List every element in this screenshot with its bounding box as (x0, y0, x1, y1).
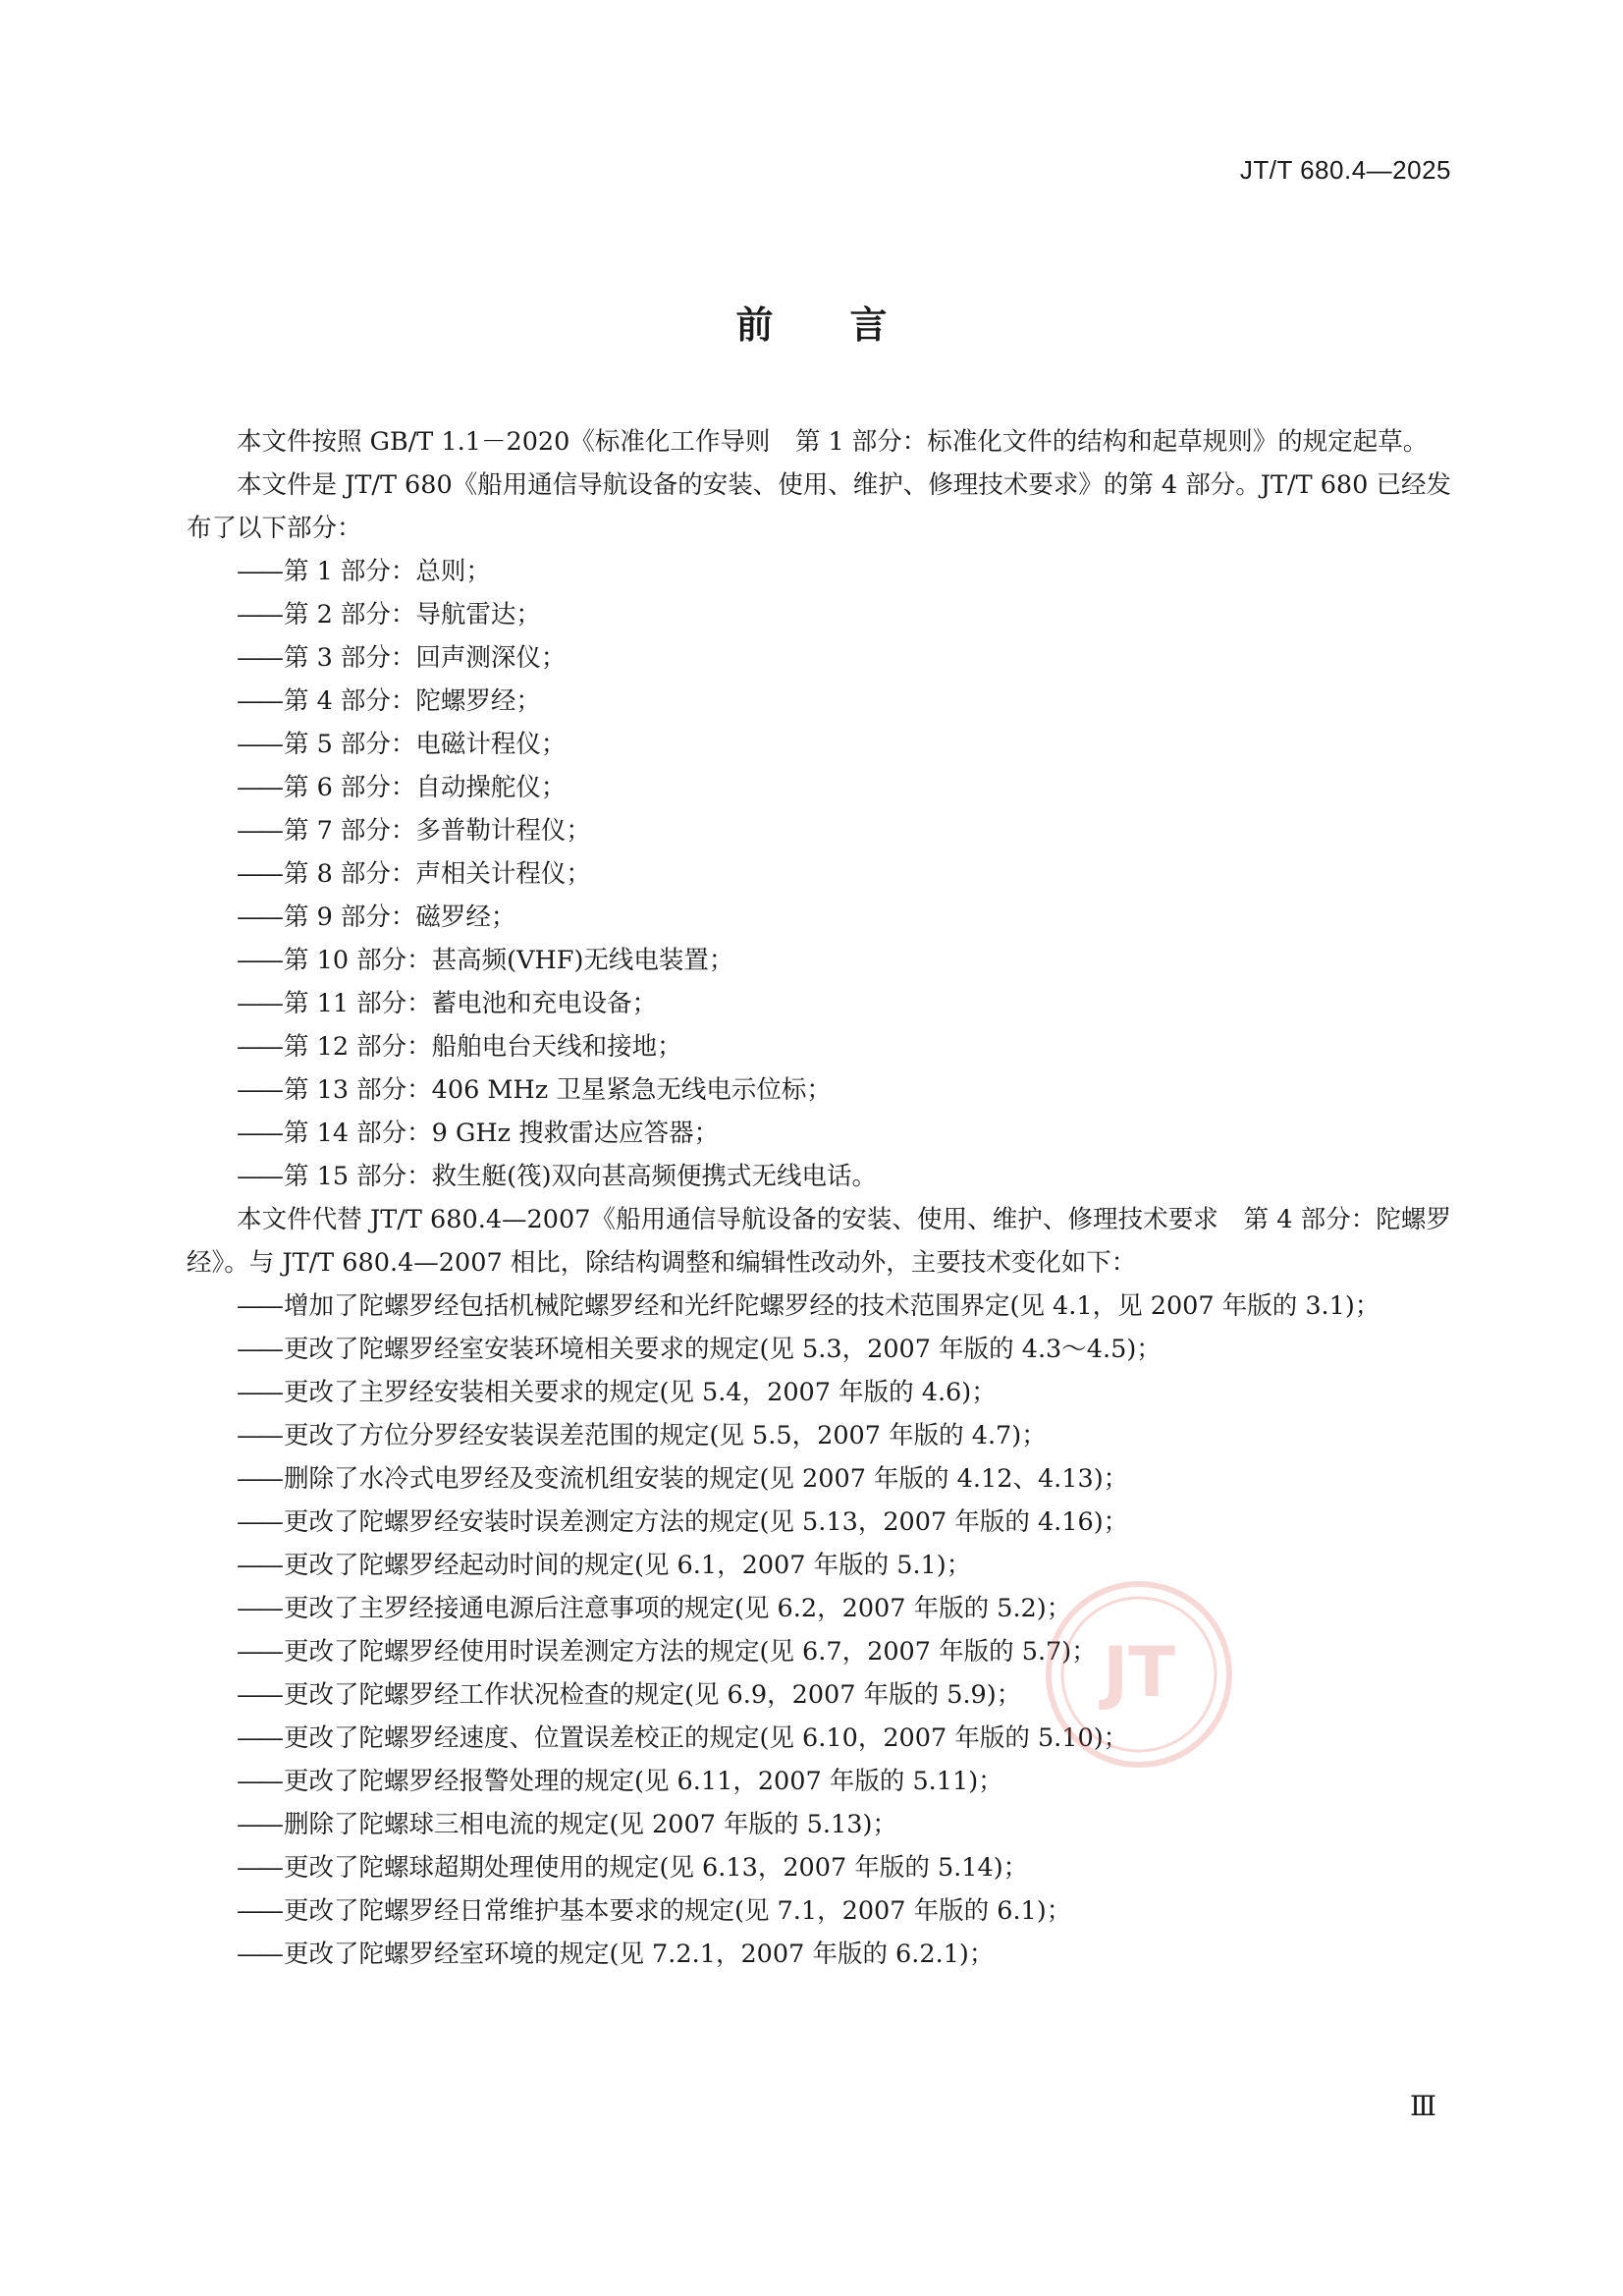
part-item (187, 896, 1451, 939)
document-code: JT/T 680.4—2025 (1239, 155, 1451, 185)
part-item-text: 第 3 部分：回声测深仪； (284, 643, 567, 673)
change-item (187, 1457, 1451, 1501)
list-dash: —— (237, 1637, 281, 1667)
change-item-text: 删除了水冷式电罗经及变流机组安装的规定(见 2007 年版的 4.12、4.13)； (284, 1464, 1129, 1494)
parts-paragraph: 本文件是 JT/T 680《船用通信导航设备的安装、使用、维护、修理技术要求》的第 4 部分。JT/T 680 已经发布了以下部分： (187, 470, 1451, 543)
part-item-text: 第 15 部分：救生艇(筏)双向甚高频便携式无线电话。 (284, 1162, 878, 1191)
list-dash: —— (237, 1594, 281, 1623)
list-dash: —— (237, 989, 281, 1018)
change-item (187, 1803, 1451, 1846)
part-item-text: 第 1 部分：总则； (284, 557, 491, 586)
part-item (187, 680, 1451, 723)
change-item-text: 更改了陀螺罗经起动时间的规定(见 6.1，2007 年版的 5.1)； (284, 1551, 972, 1580)
change-item-text: 更改了主罗经接通电源后注意事项的规定(见 6.2，2007 年版的 5.2)； (284, 1594, 1072, 1623)
list-dash: —— (237, 1291, 281, 1321)
change-item (187, 1544, 1451, 1587)
change-item-text: 增加了陀螺罗经包括机械陀螺罗经和光纤陀螺罗经的技术范围界定(见 4.1，见 2007 年版的 3.1)； (284, 1291, 1380, 1321)
intro-paragraph: 本文件按照 GB/T 1.1－2020《标准化工作导则 第 1 部分：标准化文件的结构和起草规则》的规定起草。 (237, 427, 1429, 457)
list-dash: —— (237, 1723, 281, 1753)
list-dash: —— (237, 1032, 281, 1062)
page-number: Ⅲ (1409, 2090, 1436, 2122)
part-item-text: 第 4 部分：陀螺罗经； (284, 686, 541, 716)
part-item (187, 1155, 1451, 1198)
change-item-text: 更改了陀螺罗经室安装环境相关要求的规定(见 5.3，2007 年版的 4.3～4.5)； (284, 1335, 1162, 1364)
change-item-text: 更改了陀螺罗经使用时误差测定方法的规定(见 6.7，2007 年版的 5.7)； (284, 1637, 1097, 1667)
list-dash: —— (237, 600, 281, 629)
list-dash: —— (237, 1896, 281, 1926)
svg-text:JT: JT (1103, 1632, 1175, 1713)
list-dash: —— (237, 643, 281, 673)
part-item (187, 550, 1451, 593)
part-item (187, 1025, 1451, 1068)
change-item-text: 更改了陀螺罗经室环境的规定(见 7.2.1，2007 年版的 6.2.1)； (284, 1940, 995, 1969)
part-item-text: 第 10 部分：甚高频(VHF)无线电装置； (284, 946, 734, 975)
part-item-text: 第 2 部分：导航雷达； (284, 600, 541, 629)
part-item-text: 第 6 部分：自动操舵仪； (284, 773, 567, 802)
list-dash: —— (237, 773, 281, 802)
change-item-text: 更改了陀螺罗经速度、位置误差校正的规定(见 6.10，2007 年版的 5.10)； (284, 1723, 1129, 1753)
list-dash: —— (237, 859, 281, 889)
change-item (187, 1933, 1451, 1976)
part-item (187, 766, 1451, 809)
part-item-text: 第 13 部分：406 MHz 卫星紧急无线电示位标； (284, 1075, 832, 1105)
list-dash: —— (237, 1810, 281, 1839)
change-item (187, 1587, 1451, 1630)
list-dash: —— (237, 902, 281, 932)
change-item (187, 1889, 1451, 1933)
part-item (187, 1068, 1451, 1112)
list-dash: —— (237, 686, 281, 716)
list-dash: —— (237, 1162, 281, 1191)
change-item-text: 更改了陀螺罗经安装时误差测定方法的规定(见 5.13，2007 年版的 4.16)； (284, 1507, 1129, 1537)
change-item-text: 删除了陀螺球三相电流的规定(见 2007 年版的 5.13)； (284, 1810, 897, 1839)
list-dash: —— (237, 1119, 281, 1148)
list-dash: —— (237, 1335, 281, 1364)
change-item (187, 1285, 1451, 1328)
list-dash: —— (237, 557, 281, 586)
change-item-text: 更改了陀螺罗经报警处理的规定(见 6.11，2007 年版的 5.11)； (284, 1767, 1003, 1796)
document-body (187, 420, 1451, 1976)
part-item-text: 第 5 部分：电磁计程仪； (284, 730, 567, 759)
part-item (187, 636, 1451, 680)
change-item (187, 1414, 1451, 1457)
list-dash: —— (237, 1940, 281, 1969)
part-item-text: 第 11 部分：蓄电池和充电设备； (284, 989, 658, 1018)
change-item (187, 1846, 1451, 1889)
part-item (187, 982, 1451, 1025)
change-item (187, 1371, 1451, 1414)
change-item-text: 更改了主罗经安装相关要求的规定(见 5.4，2007 年版的 4.6)； (284, 1378, 997, 1407)
change-item (187, 1717, 1451, 1760)
part-item-text: 第 12 部分：船舶电台天线和接地； (284, 1032, 682, 1062)
part-item (187, 723, 1451, 766)
part-item-text: 第 8 部分：声相关计程仪； (284, 859, 591, 889)
change-item-text: 更改了陀螺罗经日常维护基本要求的规定(见 7.1，2007 年版的 6.1)； (284, 1896, 1072, 1926)
change-item (187, 1328, 1451, 1371)
list-dash: —— (237, 1853, 281, 1883)
list-dash: —— (237, 1075, 281, 1105)
changes-list (187, 1285, 1451, 1976)
jt-seal-icon (1041, 1576, 1237, 1773)
change-item (187, 1501, 1451, 1544)
change-item-text: 更改了陀螺罗经工作状况检查的规定(见 6.9，2007 年版的 5.9)； (284, 1680, 1022, 1710)
list-dash: —— (237, 1421, 281, 1450)
list-dash: —— (237, 946, 281, 975)
list-dash: —— (237, 1680, 281, 1710)
list-dash: —— (237, 1378, 281, 1407)
list-dash: —— (237, 1551, 281, 1580)
part-item (187, 809, 1451, 852)
parts-list (187, 550, 1451, 1198)
part-item-text: 第 9 部分：磁罗经； (284, 902, 516, 932)
part-item-text: 第 14 部分：9 GHz 搜救雷达应答器； (284, 1119, 720, 1148)
page-title: 前言 (735, 303, 964, 347)
part-item (187, 593, 1451, 636)
list-dash: —— (237, 730, 281, 759)
list-dash: —— (237, 1464, 281, 1494)
replace-paragraph: 本文件代替 JT/T 680.4—2007《船用通信导航设备的安装、使用、维护、修理技术要求 第 4 部分：陀螺罗经》。与 JT/T 680.4—2007 相比，除结构调整和编辑性改动外，主要技术变化如下： (187, 1205, 1451, 1278)
change-item (187, 1673, 1451, 1717)
part-item (187, 852, 1451, 896)
list-dash: —— (237, 1767, 281, 1796)
part-item (187, 1112, 1451, 1155)
change-item (187, 1760, 1451, 1803)
change-item-text: 更改了方位分罗经安装误差范围的规定(见 5.5，2007 年版的 4.7)； (284, 1421, 1047, 1450)
part-item (187, 939, 1451, 982)
part-item-text: 第 7 部分：多普勒计程仪； (284, 816, 591, 846)
change-item (187, 1630, 1451, 1673)
list-dash: —— (237, 1507, 281, 1537)
list-dash: —— (237, 816, 281, 846)
change-item-text: 更改了陀螺球超期处理使用的规定(见 6.13，2007 年版的 5.14)； (284, 1853, 1029, 1883)
